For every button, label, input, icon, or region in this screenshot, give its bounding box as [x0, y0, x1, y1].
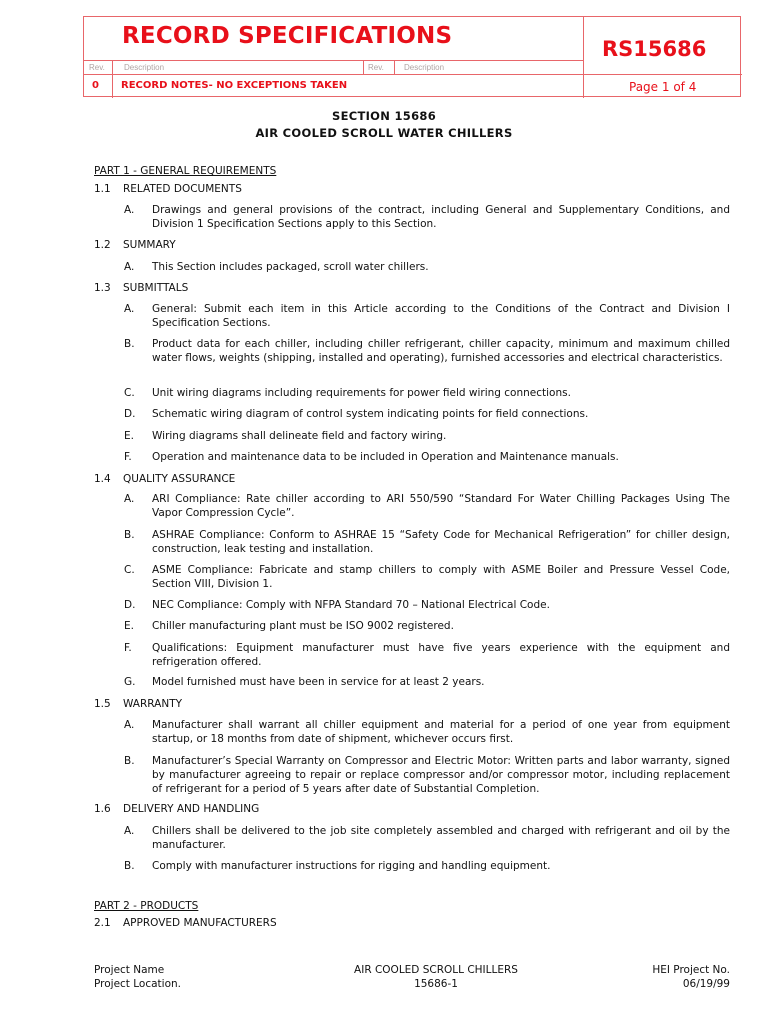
paragraph-letter: C.	[124, 564, 135, 576]
footer-project-name: Project Name	[94, 964, 165, 976]
paragraph-letter: D.	[124, 599, 136, 611]
paragraph-text: Chiller manufacturing plant must be ISO 9002 registered.	[152, 620, 454, 632]
paragraph-letter: A.	[124, 719, 135, 731]
article-number: 1.2	[94, 239, 111, 251]
spec-code: RS15686	[602, 37, 707, 61]
record-header	[83, 16, 741, 97]
rev-label: Rev.	[89, 63, 105, 72]
paragraph-letter: G.	[124, 676, 136, 688]
paragraph-text: Unit wiring diagrams including requirements for power field wiring connections.	[152, 387, 571, 399]
header-divider	[394, 60, 395, 74]
part-heading: PART 1 - GENERAL REQUIREMENTS	[94, 165, 277, 177]
paragraph-letter: A.	[124, 825, 135, 837]
description-label: Description	[124, 63, 165, 72]
paragraph-text: ASME Compliance: Fabricate and stamp chillers to comply with ASME Boiler and Pressure Vessel Code, Section VIII, Division 1.	[152, 564, 730, 590]
paragraph-text: This Section includes packaged, scroll water chillers.	[152, 261, 429, 273]
header-divider	[363, 60, 364, 74]
paragraph-text: ASHRAE Compliance: Conform to ASHRAE 15 “Safety Code for Mechanical Refrigeration” for chiller design, construction, leak testing and installation.	[152, 529, 730, 555]
header-divider	[583, 17, 584, 98]
paragraph-letter: E.	[124, 430, 134, 442]
header-divider	[84, 74, 742, 75]
paragraph-letter: A.	[124, 204, 135, 216]
page-indicator: Page 1 of 4	[629, 80, 697, 94]
paragraph-text: Manufacturer shall warrant all chiller equipment and material for a period of one year from equipment startup, or 18 months from date of shipment, whichever occurs first.	[152, 719, 730, 745]
document-title: RECORD SPECIFICATIONS	[122, 23, 453, 49]
article-number: 1.1	[94, 183, 111, 195]
paragraph-text: General: Submit each item in this Article according to the Conditions of the Contract and Division I Specification Sections.	[152, 303, 730, 329]
paragraph-text: ARI Compliance: Rate chiller according to ARI 550/590 “Standard For Water Chilling Packages Using The Vapor Compression Cycle”.	[152, 493, 730, 519]
footer-section-title: AIR COOLED SCROLL CHILLERS	[354, 964, 518, 976]
paragraph-letter: D.	[124, 408, 136, 420]
paragraph-text: Wiring diagrams shall delineate field and factory wiring.	[152, 430, 447, 442]
revision-description: RECORD NOTES- NO EXCEPTIONS TAKEN	[121, 80, 348, 91]
header-divider	[84, 60, 583, 61]
paragraph-text: Comply with manufacturer instructions for rigging and handling equipment.	[152, 860, 551, 872]
paragraph-letter: B.	[124, 860, 135, 872]
paragraph-text: Product data for each chiller, including chiller refrigerant, chiller capacity, minimum and maximum chilled water flows, weights (shipping, installed and operating), furnished accessories and electrical characteristics.	[152, 338, 730, 364]
article-title: DELIVERY AND HANDLING	[123, 803, 260, 815]
paragraph-letter: B.	[124, 338, 135, 350]
article-number: 1.4	[94, 473, 111, 485]
revision-number: 0	[92, 80, 99, 91]
article-title: WARRANTY	[123, 698, 183, 710]
footer-page-number: 15686-1	[414, 978, 458, 990]
article-title: APPROVED MANUFACTURERS	[123, 917, 277, 929]
paragraph-text: Qualifications: Equipment manufacturer must have five years experience with the equipment and refrigeration offered.	[152, 642, 730, 668]
paragraph-text: Drawings and general provisions of the contract, including General and Supplementary Conditions, and Division 1 Specification Sections apply to this Section.	[152, 204, 730, 230]
paragraph-letter: F.	[124, 642, 132, 654]
paragraph-text: Model furnished must have been in service for at least 2 years.	[152, 676, 485, 688]
paragraph-letter: A.	[124, 261, 135, 273]
article-title: SUBMITTALS	[123, 282, 189, 294]
section-name: AIR COOLED SCROLL WATER CHILLERS	[255, 126, 513, 140]
article-number: 1.6	[94, 803, 111, 815]
paragraph-text: Operation and maintenance data to be included in Operation and Maintenance manuals.	[152, 451, 619, 463]
article-number: 1.3	[94, 282, 111, 294]
paragraph-text: Schematic wiring diagram of control system indicating points for field connections.	[152, 408, 589, 420]
footer-hei-label: HEI Project No.	[652, 964, 730, 976]
paragraph-letter: F.	[124, 451, 132, 463]
paragraph-letter: B.	[124, 529, 135, 541]
article-number: 2.1	[94, 917, 111, 929]
paragraph-text: Chillers shall be delivered to the job site completely assembled and charged with refrigerant and oil by the manufacturer.	[152, 825, 730, 851]
paragraph-letter: B.	[124, 755, 135, 767]
paragraph-text: Manufacturer’s Special Warranty on Compressor and Electric Motor: Written parts and labor warranty, signed by manufacturer agreeing to repair or replace compressor and/or compressor motor, including replacement of refrigerant for a period of 5 years after date of Substantial Completion.	[152, 755, 730, 795]
section-number: SECTION 15686	[331, 109, 436, 123]
paragraph-text: NEC Compliance: Comply with NFPA Standard 70 – National Electrical Code.	[152, 599, 550, 611]
footer-project-location: Project Location.	[94, 978, 182, 990]
article-title: RELATED DOCUMENTS	[123, 183, 242, 195]
paragraph-letter: A.	[124, 493, 135, 505]
paragraph-letter: A.	[124, 303, 135, 315]
article-title: QUALITY ASSURANCE	[123, 473, 236, 485]
rev-label: Rev.	[368, 63, 384, 72]
part-heading: PART 2 - PRODUCTS	[94, 900, 199, 912]
paragraph-letter: C.	[124, 387, 135, 399]
article-title: SUMMARY	[123, 239, 176, 251]
description-label: Description	[404, 63, 445, 72]
article-number: 1.5	[94, 698, 111, 710]
footer-date: 06/19/99	[682, 978, 730, 990]
header-divider	[112, 60, 113, 98]
paragraph-letter: E.	[124, 620, 134, 632]
